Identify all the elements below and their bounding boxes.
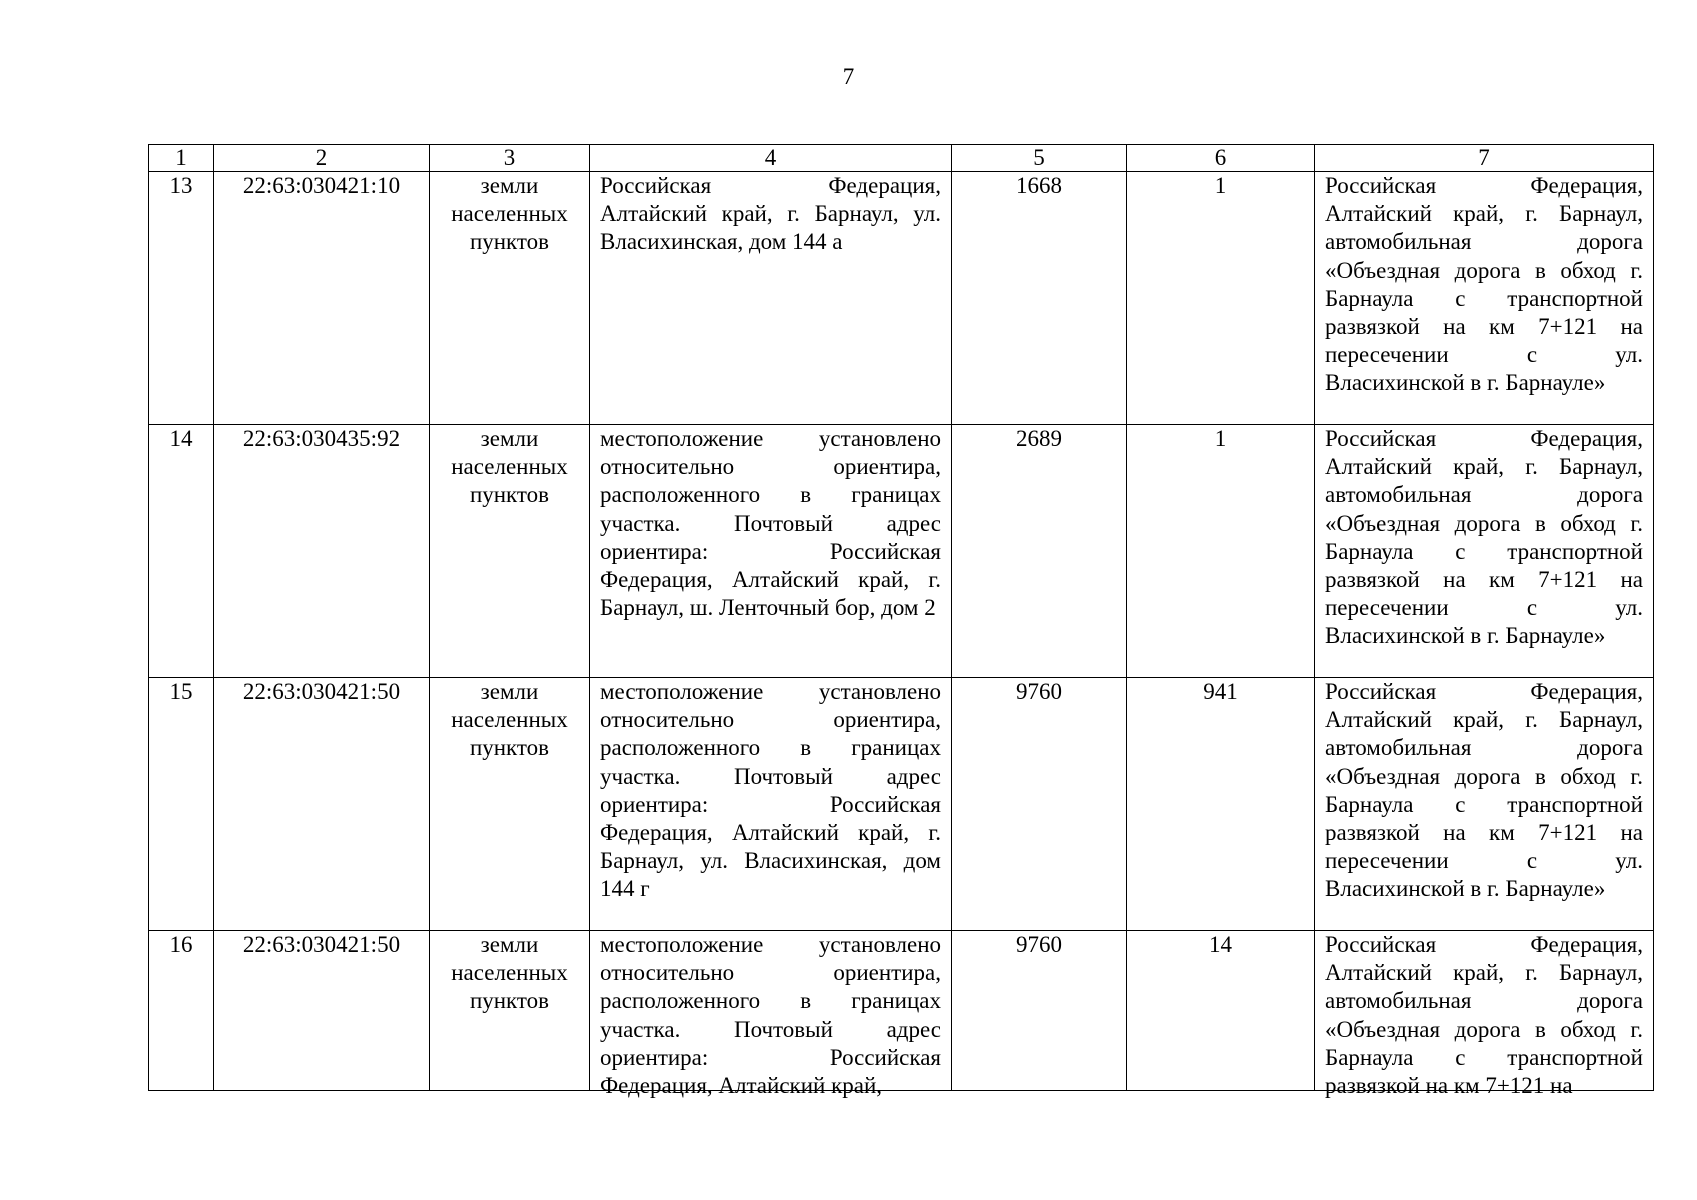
table-row	[149, 172, 1654, 425]
table-row	[149, 425, 1654, 678]
object-description: Российская Федерация, Алтайский край, г. Барнаул, автомобильная дорога «Объездная дорога в обход г. Барнаула с транспортной развязкой на км 7+121 на пересечении с ул. Власихинской в г. Барнауле»	[1315, 425, 1654, 678]
part-area: 1	[1127, 172, 1315, 425]
column-header-4: 4	[590, 145, 952, 172]
plot-area: 1668	[952, 172, 1127, 425]
plot-location-text: местоположение установлено относительно ориентира, расположенного в границах участка. Почтовый адрес ориентира: Российская Федерация, Алтайский край,	[600, 932, 941, 1099]
column-header-2: 2	[214, 145, 430, 172]
column-header-6: 6	[1127, 145, 1315, 172]
table-body	[149, 172, 1654, 1099]
object-description	[1315, 931, 1654, 1099]
part-area: 941	[1127, 678, 1315, 931]
land-category: земли населенных пунктов	[430, 931, 590, 1091]
column-header-3: 3	[430, 145, 590, 172]
land-category: земли населенных пунктов	[430, 172, 590, 425]
table-row	[149, 678, 1654, 931]
plot-location: Российская Федерация, Алтайский край, г. Барнаул, ул. Власихинская, дом 144 а	[590, 172, 952, 425]
table-header	[149, 145, 1654, 172]
plot-location	[590, 931, 952, 1099]
part-area: 14	[1127, 931, 1315, 1091]
row-number: 13	[149, 172, 214, 425]
land-category: земли населенных пунктов	[430, 425, 590, 678]
cadastral-number: 22:63:030421:50	[214, 678, 430, 931]
table-row	[149, 931, 1654, 1091]
part-area: 1	[1127, 425, 1315, 678]
page-number: 7	[842, 64, 855, 89]
row-number: 14	[149, 425, 214, 678]
land-plots-table	[148, 144, 1654, 1099]
object-description: Российская Федерация, Алтайский край, г. Барнаул, автомобильная дорога «Объездная дорога в обход г. Барнаула с транспортной развязкой на км 7+121 на пересечении с ул. Власихинской в г. Барнауле»	[1315, 172, 1654, 425]
object-description: Российская Федерация, Алтайский край, г. Барнаул, автомобильная дорога «Объездная дорога в обход г. Барнаула с транспортной развязкой на км 7+121 на пересечении с ул. Власихинской в г. Барнауле»	[1315, 678, 1654, 931]
row-number: 16	[149, 931, 214, 1091]
plot-location: местоположение установлено относительно ориентира, расположенного в границах участка. Почтовый адрес ориентира: Российская Федерация, Алтайский край, г. Барнаул, ул. Власихинская, дом 144 г	[590, 678, 952, 931]
column-header-1: 1	[149, 145, 214, 172]
row-number: 15	[149, 678, 214, 931]
cadastral-number: 22:63:030421:10	[214, 172, 430, 425]
column-header-5: 5	[952, 145, 1127, 172]
column-header-7: 7	[1315, 145, 1654, 172]
plot-area: 2689	[952, 425, 1127, 678]
plot-area: 9760	[952, 678, 1127, 931]
plot-area: 9760	[952, 931, 1127, 1091]
plot-location: местоположение установлено относительно ориентира, расположенного в границах участка. Почтовый адрес ориентира: Российская Федерация, Алтайский край, г. Барнаул, ш. Ленточный бор, дом 2	[590, 425, 952, 678]
object-description-text: Российская Федерация, Алтайский край, г. Барнаул, автомобильная дорога «Объездная дорога в обход г. Барнаула с транспортной развязкой на км 7+121 на	[1325, 932, 1643, 1099]
cadastral-number: 22:63:030421:50	[214, 931, 430, 1091]
header-row	[149, 145, 1654, 172]
cadastral-number: 22:63:030435:92	[214, 425, 430, 678]
land-category: земли населенных пунктов	[430, 678, 590, 931]
